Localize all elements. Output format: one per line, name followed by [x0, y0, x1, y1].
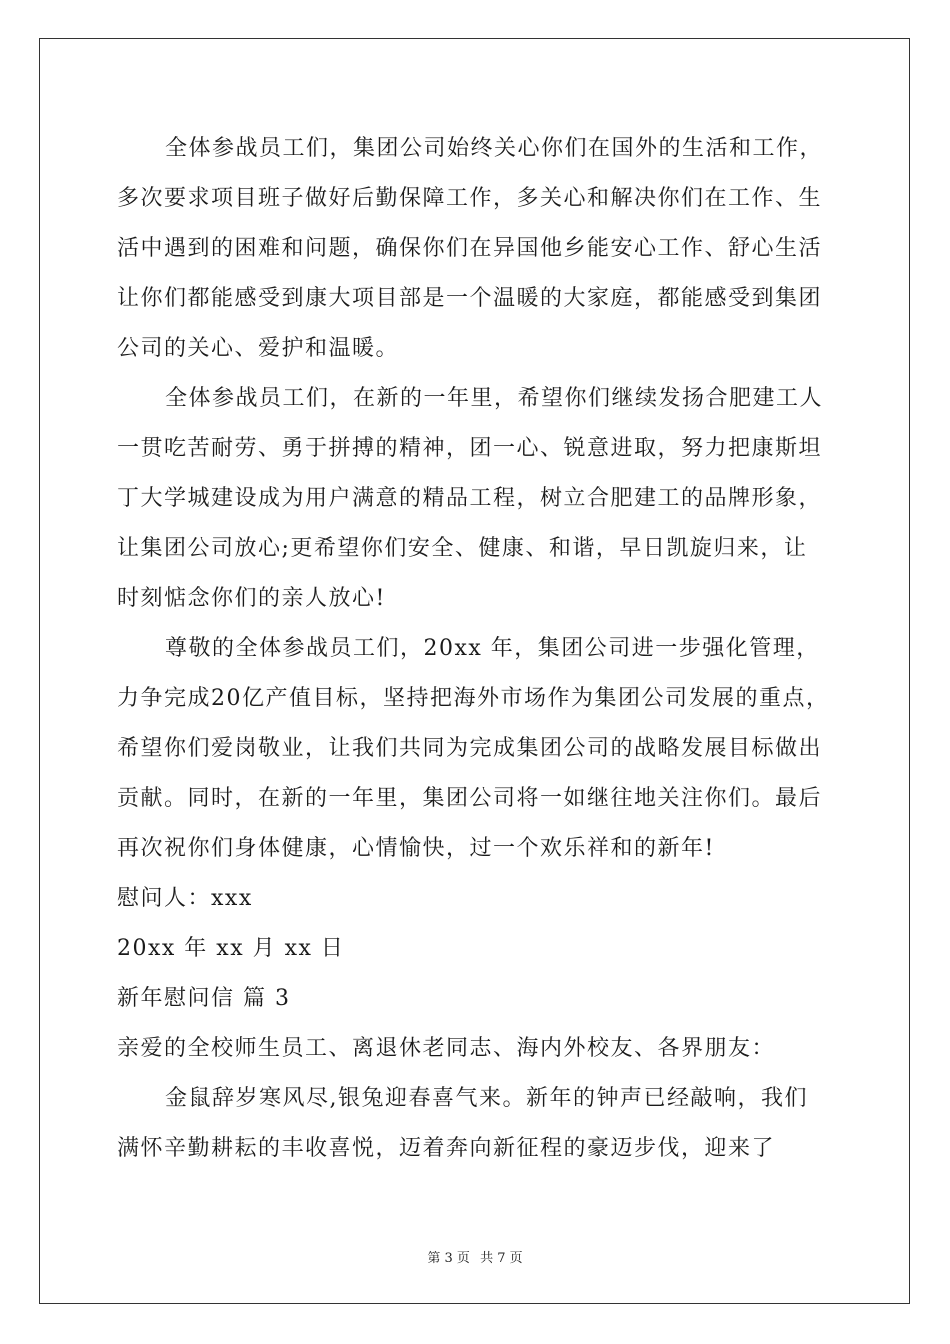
text-line: 全体参战员工们，在新的一年里，希望你们继续发扬合肥建工人: [165, 386, 824, 411]
text-line: 全体参战员工们，集团公司始终关心你们在国外的生活和工作，: [165, 136, 824, 161]
text-line: 时刻惦念你们的亲人放心!: [117, 586, 386, 611]
text-line: 金鼠辞岁寒风尽,银兔迎春喜气来。新年的钟声已经敲响，我们: [165, 1086, 808, 1111]
text-line: 让集团公司放心;更希望你们安全、健康、和谐，早日凯旋归来，让: [117, 536, 808, 561]
text-line: 满怀辛勤耕耘的丰收喜悦，迈着奔向新征程的豪迈步伐，迎来了: [117, 1136, 776, 1161]
text-line: 希望你们爱岗敬业，让我们共同为完成集团公司的战略发展目标做出: [117, 736, 823, 761]
document-body: [117, 124, 857, 1174]
text-line: 20xx 年 xx 月 xx 日: [117, 936, 345, 961]
text-line: 活中遇到的困难和问题，确保你们在异国他乡能安心工作、舒心生活: [117, 236, 823, 261]
text-line: 亲爱的全校师生员工、离退休老同志、海内外校友、各界朋友：: [117, 1036, 776, 1061]
page-total: 共 7 页: [480, 1251, 523, 1266]
text-line: 力争完成20亿产值目标，坚持把海外市场作为集团公司发展的重点，: [117, 686, 830, 711]
text-line: 新年慰问信 篇 3: [117, 986, 291, 1011]
text-line: 让你们都能感受到康大项目部是一个温暖的大家庭，都能感受到集团: [117, 286, 823, 311]
text-line: 尊敬的全体参战员工们，20xx 年，集团公司进一步强化管理，: [165, 636, 820, 661]
page-footer: [0, 1247, 950, 1266]
text-line: 丁大学城建设成为用户满意的精品工程，树立合肥建工的品牌形象，: [117, 486, 823, 511]
text-line: 慰问人：xxx: [117, 886, 253, 911]
text-line: 公司的关心、爱护和温暖。: [117, 336, 400, 361]
text-line: 贡献。同时，在新的一年里，集团公司将一如继往地关注你们。最后: [117, 786, 823, 811]
text-line: 再次祝你们身体健康，心情愉快，过一个欢乐祥和的新年!: [117, 836, 715, 861]
text-line: 一贯吃苦耐劳、勇于拼搏的精神，团一心、锐意进取，努力把康斯坦: [117, 436, 823, 461]
text-line: 多次要求项目班子做好后勤保障工作，多关心和解决你们在工作、生: [117, 186, 823, 211]
page-number: 第 3 页: [427, 1251, 470, 1266]
